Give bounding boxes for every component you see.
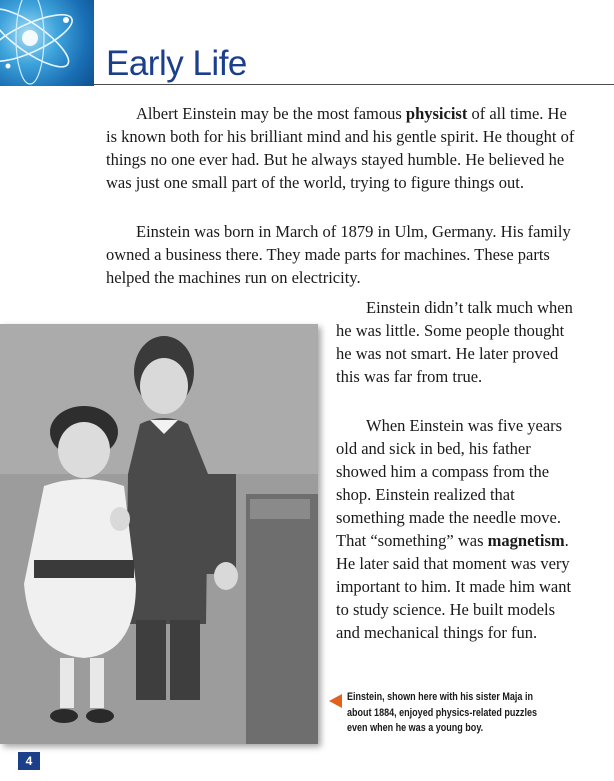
paragraph-text: When Einstein was five years old and sick in bed, his father showed him a compass from the shop. Einstein realized that something made the needle move. That “something” was — [336, 416, 563, 550]
paragraph-text: Albert Einstein may be the most famous — [136, 104, 406, 123]
page-number-badge: 4 — [18, 752, 40, 770]
einstein-maja-photo — [0, 324, 318, 744]
paragraph-text: . He later said that moment was very important to him. It made him want to study science. He built models and mechanical things for fun. — [336, 531, 572, 642]
caption-arrow-icon — [329, 694, 342, 708]
paragraph-text: Einstein was born in March of 1879 in Ulm, Germany. His family owned a business there. They made parts for machines. These parts helped the machines run on electricity. — [106, 222, 571, 287]
paragraph-compass — [336, 414, 576, 644]
title-divider — [94, 84, 614, 85]
glossary-term: physicist — [405, 104, 468, 123]
atom-graphic — [0, 0, 94, 86]
photo-caption: Einstein, shown here with his sister Maja in about 1884, enjoyed physics-related puzzles even when he was a young boy. — [347, 691, 537, 734]
paragraph-text: Einstein didn’t talk much when he was little. Some people thought he was not smart. He later proved this was far from true. — [336, 298, 573, 386]
paragraph-childhood — [336, 296, 576, 388]
page-title: Early Life — [106, 44, 247, 83]
glossary-term: magnetism — [487, 531, 565, 550]
paragraph-text: of all time. He is known both for his brilliant mind and his gentle spirit. He thought of things no one ever had. But he always stayed humble. He believed he was just one small part of the world, trying to figure things out. — [106, 104, 575, 192]
paragraph-intro — [106, 102, 576, 194]
paragraph-birth — [106, 220, 576, 289]
